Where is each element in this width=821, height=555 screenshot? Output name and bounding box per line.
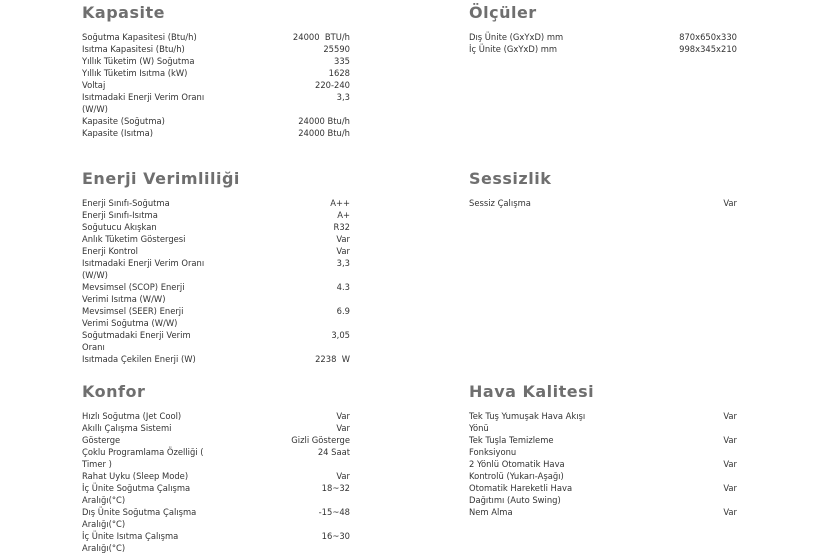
spec-label: Dış Ünite (GxYxD) mm — [469, 32, 564, 42]
spec-label: İç Ünite Isıtma Çalışma Aralığı(°C) — [82, 531, 179, 553]
spec-row — [469, 458, 737, 482]
spec-row — [82, 79, 350, 91]
section-title: Sessizlik — [469, 169, 552, 188]
spec-list — [82, 197, 350, 365]
spec-row — [82, 67, 350, 79]
spec-label: Tek Tuşla Temizleme Fonksiyonu — [469, 435, 554, 457]
spec-value: Var — [336, 423, 350, 433]
spec-row — [82, 470, 350, 482]
spec-row — [82, 506, 350, 530]
spec-value: 2238 W — [315, 354, 350, 364]
spec-value: A++ — [330, 198, 350, 208]
spec-label: Anlık Tüketim Göstergesi — [82, 234, 186, 244]
spec-value: 998x345x210 — [679, 44, 737, 54]
section-title: Enerji Verimliliği — [82, 169, 240, 188]
spec-row — [469, 31, 737, 43]
spec-value: Var — [723, 411, 737, 421]
spec-label: Enerji Kontrol — [82, 246, 139, 256]
spec-label: Soğutucu Akışkan — [82, 222, 157, 232]
spec-label: Gösterge — [82, 435, 121, 445]
spec-row — [469, 506, 737, 518]
spec-label: Isıtmadaki Enerji Verim Oranı (W/W) — [82, 258, 205, 280]
spec-value: 220-240 — [315, 80, 350, 90]
spec-row — [82, 31, 350, 43]
spec-value: 1628 — [328, 68, 350, 78]
spec-row — [469, 197, 737, 209]
spec-label: Soğutma Kapasitesi (Btu/h) — [82, 32, 197, 42]
spec-row — [82, 127, 350, 139]
spec-value: 3,05 — [331, 330, 350, 340]
spec-label: Enerji Sınıfı-Isıtma — [82, 210, 158, 220]
spec-row — [469, 410, 737, 434]
spec-label: Otomatik Hareketli Hava Dağıtımı (Auto Swing) — [469, 483, 573, 505]
spec-value: 24 Saat — [317, 447, 350, 457]
spec-list — [82, 410, 350, 554]
spec-label: Isıtma Kapasitesi (Btu/h) — [82, 44, 185, 54]
spec-label: 2 Yönlü Otomatik Hava Kontrolü (Yukarı-Aşağı) — [469, 459, 565, 481]
spec-value: 335 — [334, 56, 350, 66]
spec-row — [82, 446, 350, 470]
spec-value: 25590 — [323, 44, 350, 54]
spec-row — [82, 257, 350, 281]
spec-list — [469, 197, 737, 209]
spec-label: İç Ünite (GxYxD) mm — [469, 44, 558, 54]
spec-label: Enerji Sınıfı-Soğutma — [82, 198, 170, 208]
section-title: Konfor — [82, 382, 146, 401]
section-sessizlik — [469, 169, 737, 209]
spec-row — [82, 197, 350, 209]
spec-row — [82, 434, 350, 446]
spec-label: Yıllık Tüketim (W) Soğutma — [82, 56, 195, 66]
section-konfor — [82, 382, 350, 554]
spec-value: Gizli Gösterge — [291, 435, 350, 445]
spec-list — [469, 410, 737, 518]
spec-row — [82, 281, 350, 305]
spec-value: Var — [336, 411, 350, 421]
spec-row — [82, 410, 350, 422]
spec-label: İç Ünite Soğutma Çalışma Aralığı(°C) — [82, 483, 191, 505]
section-title: Ölçüler — [469, 3, 537, 22]
spec-label: Yıllık Tüketim Isıtma (kW) — [82, 68, 188, 78]
spec-row — [82, 55, 350, 67]
spec-row — [82, 482, 350, 506]
spec-label: Voltaj — [82, 80, 106, 90]
spec-value: R32 — [333, 222, 350, 232]
spec-value: Var — [336, 234, 350, 244]
spec-row — [82, 221, 350, 233]
spec-value: 24000 Btu/h — [298, 116, 350, 126]
section-kapasite — [82, 3, 350, 139]
spec-label: Hızlı Soğutma (Jet Cool) — [82, 411, 182, 421]
spec-value: Var — [723, 198, 737, 208]
section-enerji-verimliligi — [82, 169, 350, 365]
spec-list — [82, 31, 350, 139]
spec-value: 24000 BTU/h — [292, 32, 350, 42]
spec-row — [82, 305, 350, 329]
spec-value: Var — [336, 246, 350, 256]
spec-value: Var — [336, 471, 350, 481]
spec-row — [82, 43, 350, 55]
spec-row — [82, 422, 350, 434]
spec-value: 6.9 — [336, 306, 350, 316]
spec-label: Nem Alma — [469, 507, 513, 517]
spec-row — [82, 91, 350, 115]
spec-value: 3,3 — [336, 92, 350, 102]
section-olculer — [469, 3, 737, 55]
spec-value: -15~48 — [318, 507, 350, 517]
spec-value: 3,3 — [336, 258, 350, 268]
spec-value: Var — [723, 435, 737, 445]
spec-label: Çoklu Programlama Özelliği ( Timer ) — [82, 447, 204, 469]
spec-label: Kapasite (Soğutma) — [82, 116, 165, 126]
spec-row — [469, 434, 737, 458]
spec-row — [82, 233, 350, 245]
spec-value: 4.3 — [336, 282, 350, 292]
spec-value: 24000 Btu/h — [298, 128, 350, 138]
spec-label: Mevsimsel (SCOP) Enerji Verimi Isıtma (W/W) — [82, 282, 185, 304]
spec-row — [82, 530, 350, 554]
spec-label: Kapasite (Isıtma) — [82, 128, 153, 138]
spec-row — [82, 209, 350, 221]
spec-value: Var — [723, 483, 737, 493]
spec-label: Tek Tuş Yumuşak Hava Akışı Yönü — [469, 411, 586, 433]
spec-value: 870x650x330 — [679, 32, 737, 42]
spec-list — [469, 31, 737, 55]
spec-label: Dış Ünite Soğutma Çalışma Aralığı(°C) — [82, 507, 197, 529]
spec-label: Rahat Uyku (Sleep Mode) — [82, 471, 189, 481]
spec-value: Var — [723, 507, 737, 517]
section-title: Hava Kalitesi — [469, 382, 595, 401]
spec-row — [82, 245, 350, 257]
spec-label: Sessiz Çalışma — [469, 198, 531, 208]
spec-value: A+ — [337, 210, 350, 220]
spec-row — [82, 115, 350, 127]
spec-row — [82, 329, 350, 353]
spec-row — [469, 482, 737, 506]
section-hava-kalitesi — [469, 382, 737, 518]
section-title: Kapasite — [82, 3, 165, 22]
spec-label: Soğutmadaki Enerji Verim Oranı — [82, 330, 191, 352]
spec-label: Isıtmada Çekilen Enerji (W) — [82, 354, 196, 364]
spec-row — [82, 353, 350, 365]
spec-row — [469, 43, 737, 55]
spec-label: Mevsimsel (SEER) Enerji Verimi Soğutma (W/W) — [82, 306, 184, 328]
spec-value: 16~30 — [321, 531, 350, 541]
spec-label: Isıtmadaki Enerji Verim Oranı (W/W) — [82, 92, 205, 114]
spec-label: Akıllı Çalışma Sistemi — [82, 423, 172, 433]
spec-value: 18~32 — [321, 483, 350, 493]
spec-value: Var — [723, 459, 737, 469]
